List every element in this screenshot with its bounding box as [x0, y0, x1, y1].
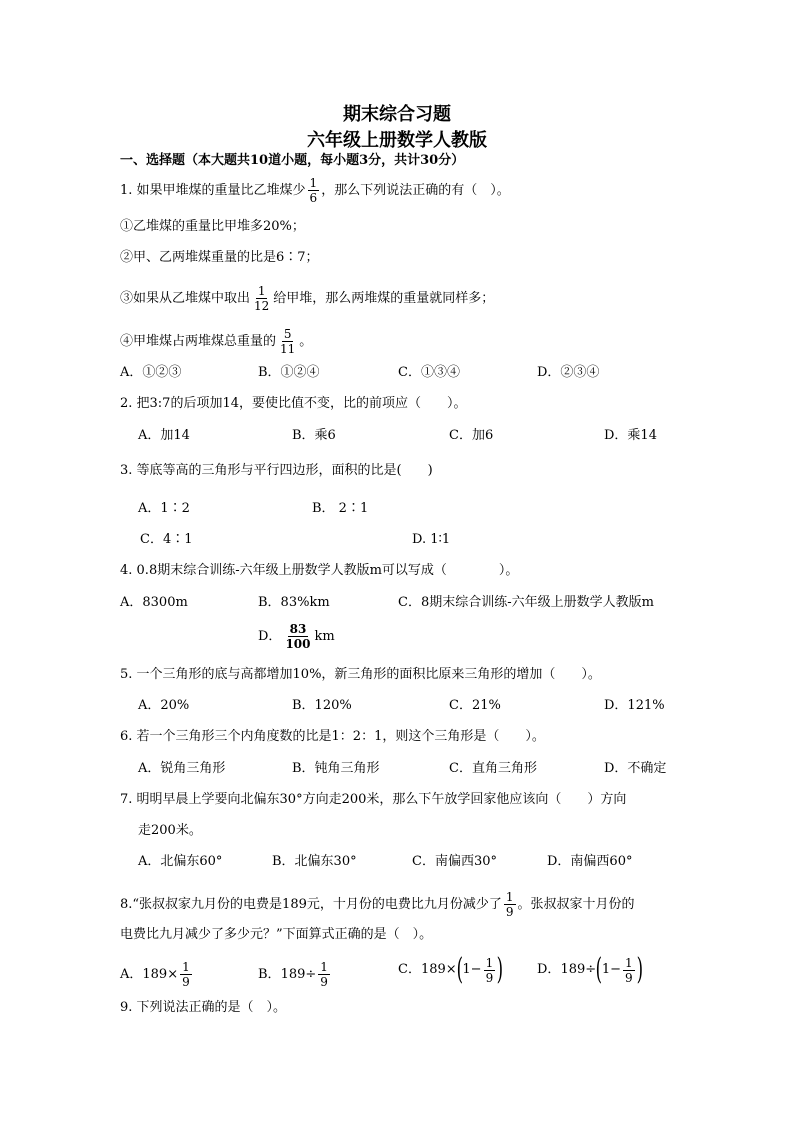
question-7-option-c[interactable]: C．南偏西30°	[412, 854, 497, 869]
question-2-option-c[interactable]: C．加6	[449, 428, 494, 443]
question-4-option-a[interactable]: A．8300m	[120, 595, 188, 610]
fraction: $\frac{1}{9}$	[182, 960, 190, 989]
question-4-stem: 4. 0.8期末综合训练-六年级上册数学人教版m可以写成（ ）。	[120, 563, 519, 578]
question-3-option-b[interactable]: B． 2∶1	[312, 501, 369, 516]
question-1-option-b[interactable]: B．①②④	[258, 365, 320, 380]
question-2-stem: 2. 把3:7的后项加14，要使比值不变，比的前项应（ ）。	[120, 396, 467, 411]
fraction: $\frac{1}{12}$	[254, 284, 270, 313]
question-6-option-c[interactable]: C．直角三角形	[449, 761, 537, 776]
question-7-option-b[interactable]: B．北偏东30°	[272, 854, 357, 869]
question-7-option-d[interactable]: D．南偏西60°	[547, 854, 633, 869]
fraction: $\frac{83}{100}$	[285, 622, 311, 651]
question-8-stem-line-1: 8.“张叔叔家九月份的电费是189元，十月份的电费比九月份减少了 $\frac{1}{9}$ 。张叔叔家十月份的	[120, 890, 635, 919]
question-5-option-b[interactable]: B．120%	[292, 698, 352, 713]
question-6-option-a[interactable]: A．锐角三角形	[138, 761, 226, 776]
fraction: $\frac{1}{9}$	[625, 955, 633, 985]
fraction: $\frac{1}{9}$	[505, 890, 514, 919]
question-1-stem	[120, 176, 510, 205]
question-3-option-c[interactable]: C．4∶1	[140, 532, 193, 547]
right-paren: )	[636, 952, 643, 987]
question-5-stem: 5. 一个三角形的底与高都增加10%，新三角形的面积比原来三角形的增加（ ）。	[120, 667, 601, 682]
left-paren: (	[595, 952, 603, 987]
page-subtitle: 六年级上册数学人教版	[307, 130, 487, 151]
question-3-option-a[interactable]: A．1∶2	[138, 501, 190, 516]
question-1-text-b: ，那么下列说法正确的有（ ）。	[321, 183, 510, 198]
question-4-option-c[interactable]: C．8期末综合训练-六年级上册数学人教版m	[398, 595, 654, 610]
question-3-stem: 3. 等底等高的三角形与平行四边形，面积的比是( )	[120, 463, 433, 478]
question-8-option-c[interactable]: C． 189× ( 1− $\frac{1}{9}$ )	[398, 952, 504, 987]
question-5-option-d[interactable]: D．121%	[604, 698, 665, 713]
question-7-option-a[interactable]: A．北偏东60°	[138, 854, 223, 869]
question-1-option-d[interactable]: D．②③④	[537, 365, 600, 380]
question-1-option-c[interactable]: C．①③④	[398, 365, 460, 380]
question-2-option-b[interactable]: B．乘6	[292, 428, 336, 443]
question-5-option-a[interactable]: A．20%	[138, 698, 190, 713]
question-6-option-b[interactable]: B．钝角三角形	[292, 761, 380, 776]
question-2-option-a[interactable]: A．加14	[138, 428, 190, 443]
question-1-statement-4: ④甲堆煤占两堆煤总重量的 $\frac{5}{11}$ 。	[120, 327, 313, 356]
question-5-option-c[interactable]: C．21%	[449, 698, 501, 713]
right-paren: )	[496, 952, 504, 987]
question-8-stem-line-2: 电费比九月减少了多少元？”下面算式正确的是（ ）。	[120, 927, 433, 942]
question-4-option-b[interactable]: B．83%km	[258, 595, 330, 610]
question-6-option-d[interactable]: D．不确定	[604, 761, 667, 776]
question-1-text-a: 1. 如果甲堆煤的重量比乙堆煤少	[120, 183, 306, 198]
question-7-stem-line-2: 走200米。	[138, 823, 202, 838]
question-7-stem-line-1: 7. 明明早晨上学要向北偏东30°方向走200米，那么下午放学回家他应该向（ ）方向	[120, 792, 627, 807]
left-paren: (	[456, 952, 463, 987]
question-2-option-d[interactable]: D．乘14	[604, 428, 657, 443]
question-1-statement-3: ③如果从乙堆煤中取出 $\frac{1}{12}$ 给甲堆，那么两堆煤的重量就同样多；	[120, 284, 495, 313]
question-1-option-a[interactable]: A．①②③	[120, 365, 182, 380]
fraction: $\frac{1}{9}$	[485, 955, 494, 985]
section-heading: 一、选择题（本大题共10道小题，每小题3分，共计30分）	[120, 153, 465, 168]
question-3-option-d[interactable]: D. 1∶1	[412, 532, 451, 547]
question-8-option-b[interactable]: B． 189÷ $\frac{1}{9}$	[258, 960, 328, 989]
question-1-statement-1: ①乙堆煤的重量比甲堆多20%；	[120, 219, 305, 234]
question-4-option-d[interactable]: D． $\frac{83}{100}$ km	[258, 622, 335, 651]
fraction: $\frac{1}{9}$	[320, 960, 328, 989]
question-1-statement-2: ②甲、乙两堆煤重量的比是6∶7；	[120, 250, 319, 265]
page-title: 期末综合习题	[343, 104, 451, 125]
question-8-option-a[interactable]: A． 189× $\frac{1}{9}$	[120, 960, 190, 989]
question-9-stem: 9. 下列说法正确的是（ ）。	[120, 1000, 287, 1015]
question-8-option-d[interactable]: D． 189÷ ( 1− $\frac{1}{9}$ )	[537, 952, 643, 987]
fraction: $\frac{5}{11}$	[280, 327, 296, 356]
fraction: $\frac{1}{6}$	[309, 176, 318, 205]
question-6-stem: 6. 若一个三角形三个内角度数的比是1：2：1，则这个三角形是（ ）。	[120, 729, 545, 744]
